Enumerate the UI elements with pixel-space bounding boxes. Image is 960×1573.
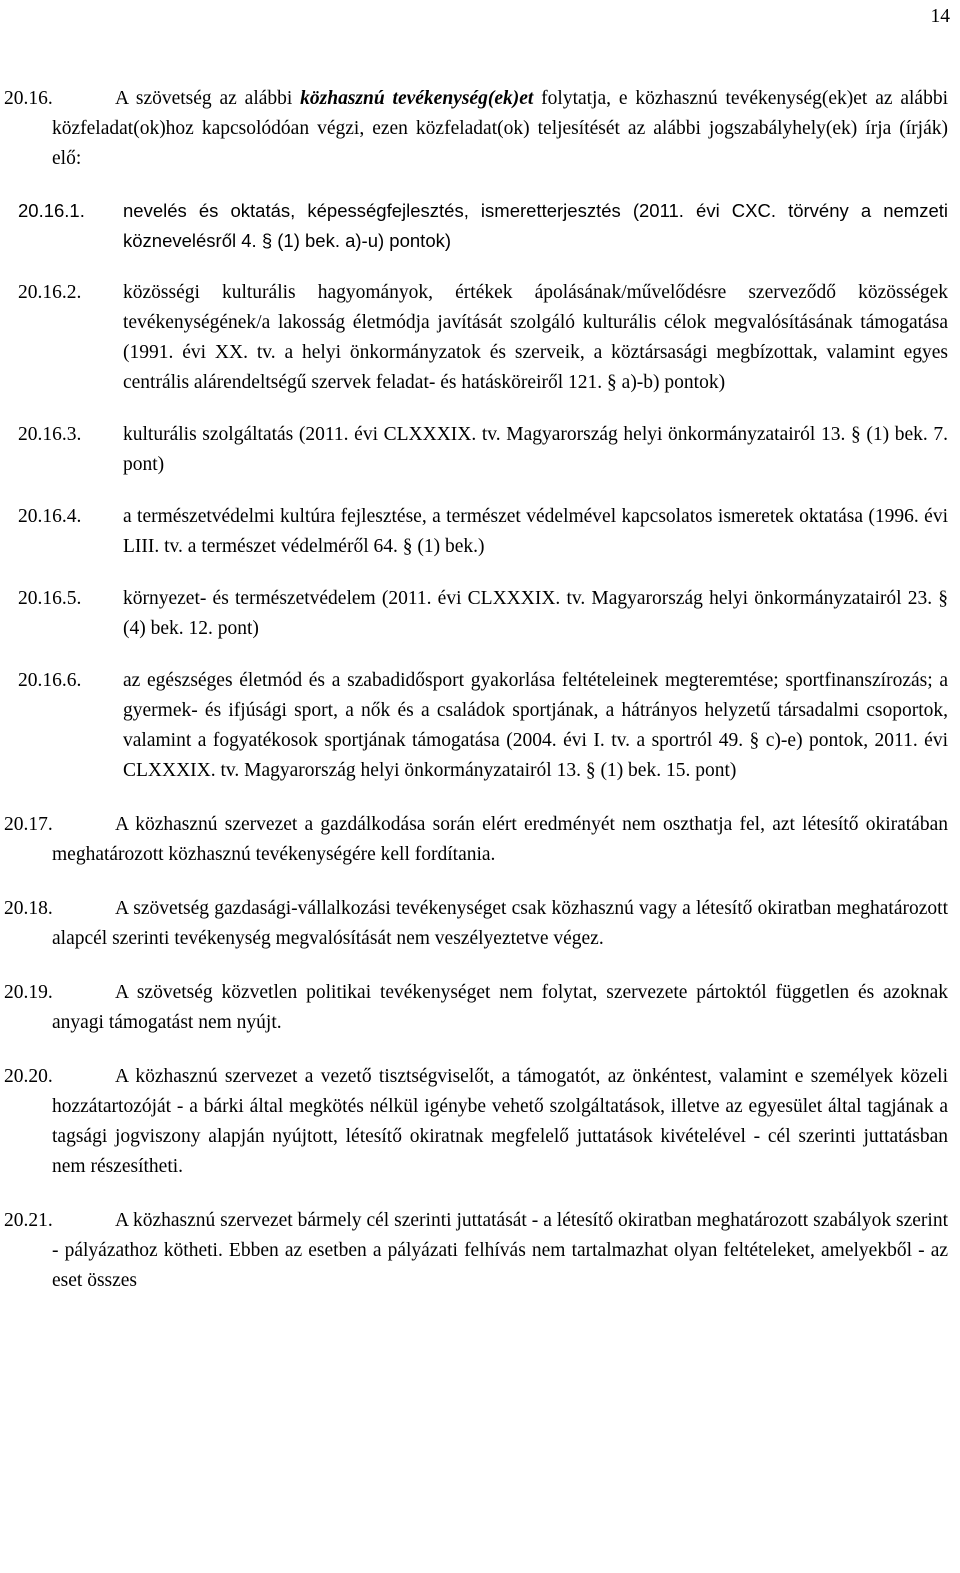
subsection-number: 20.16.6.: [18, 670, 82, 691]
section-number: 20.18.: [4, 898, 53, 919]
page-number: 14: [930, 6, 950, 27]
subsection-20-16-1: [0, 196, 960, 256]
subsection-20-16-2: [0, 278, 960, 398]
section-text: A közhasznú szervezet bármely cél szerinti juttatását - a létesítő okiratban meghatározott szabályok szerint - pályázathoz kötheti. Ebben az esetben a pályázati felhívás nem tartalmazhat olyan feltételeket, amelyekből - az eset összes: [52, 1210, 948, 1291]
section-20-17: [0, 810, 960, 870]
section-number: 20.19.: [4, 982, 53, 1003]
section-text: A szövetség az alábbi: [115, 88, 301, 109]
section-number: 20.20.: [4, 1066, 53, 1087]
section-20-19: [0, 978, 960, 1038]
subsection-text: közösségi kulturális hagyományok, értékek ápolásának/művelődésre szerveződő közösségek tevékenységének/a lakosság életmódja javítását szolgáló kulturális célok megvalósításának támogatása (1991. évi XX. tv. a helyi önkormányzatok és szerveik, a köztársasági megbízottak, valamint egyes centrális alárendeltségű szervek feladat- és hatásköreiről 121. § a)-b) pontok): [123, 282, 948, 393]
section-20-21: [0, 1206, 960, 1296]
subsection-text: kulturális szolgáltatás (2011. évi CLXXXIX. tv. Magyarország helyi önkormányzatairól 13. § (1) bek. 7. pont): [123, 424, 948, 475]
subsection-20-16-4: [0, 502, 960, 562]
subsection-number: 20.16.2.: [18, 282, 82, 303]
section-20-18: [0, 894, 960, 954]
subsection-number: 20.16.5.: [18, 588, 82, 609]
subsection-number: 20.16.1.: [18, 200, 85, 221]
section-text: folytatja, e közhasznú tevékenység(ek)et az alábbi közfeladat(ok)hoz kapcsolódóan végzi, ezen közfeladat(ok) teljesítését az alábbi jogszabályhely(ek) írja (írják) elő:: [52, 88, 948, 169]
section-text: A szövetség gazdasági-vállalkozási tevékenységet csak közhasznú vagy a létesítő okiratban meghatározott alapcél szerinti tevékenység megvalósítását nem veszélyeztetve végez.: [52, 898, 948, 949]
subsection-text: az egészséges életmód és a szabadidősport gyakorlása feltételeinek megteremtése; sportfinanszírozás; a gyermek- és ifjúsági sport, a nők és a családok sportjának, a hátrányos helyzetű társadalmi csoportok, valamint a fogyatékosok sportjának támogatása (2004. évi I. tv. a sportról 49. § c)-e) pontok, 2011. évi CLXXXIX. tv. Magyarország helyi önkormányzatairól 13. § (1) bek. 15. pont): [123, 670, 948, 781]
section-number: 20.16.: [4, 88, 53, 109]
section-20-20: [0, 1062, 960, 1182]
section-number: 20.21.: [4, 1210, 53, 1231]
subsection-text: környezet- és természetvédelem (2011. évi CLXXXIX. tv. Magyarország helyi önkormányzatairól 23. § (4) bek. 12. pont): [123, 588, 948, 639]
subsection-20-16-5: [0, 584, 960, 644]
section-text: A szövetség közvetlen politikai tevékenységet nem folytat, szervezete pártoktól független és azoknak anyagi támogatást nem nyújt.: [52, 982, 948, 1033]
section-20-16: [0, 84, 960, 174]
section-emphasis: közhasznú tevékenység(ek)et: [300, 88, 534, 109]
subsection-number: 20.16.4.: [18, 506, 82, 527]
subsection-text: nevelés és oktatás, képességfejlesztés, ismeretterjesztés (2011. évi CXC. törvény a nemzeti köznevelésről 4. § (1) bek. a)-u) pontok): [123, 200, 948, 251]
section-number: 20.17.: [4, 814, 53, 835]
document-body: [0, 84, 960, 1296]
section-text: A közhasznú szervezet a vezető tisztségviselőt, a támogatót, az önkéntest, valamint e személyek közeli hozzátartozóját - a bárki által megkötés nélkül igénybe vehető szolgáltatások, illetve az egyesület által tagjának a tagsági jogviszony alapján nyújtott, létesítő okiratnak megfelelő juttatások kivételével - cél szerinti juttatásban nem részesítheti.: [52, 1066, 948, 1177]
subsection-text: a természetvédelmi kultúra fejlesztése, a természet védelmével kapcsolatos ismeretek oktatása (1996. évi LIII. tv. a természet védelméről 64. § (1) bek.): [123, 506, 948, 557]
section-text: A közhasznú szervezet a gazdálkodása során elért eredményét nem oszthatja fel, azt létesítő okiratában meghatározott közhasznú tevékenységére kell fordítania.: [52, 814, 948, 865]
subsection-number: 20.16.3.: [18, 424, 82, 445]
subsection-20-16-3: [0, 420, 960, 480]
subsection-20-16-6: [0, 666, 960, 786]
